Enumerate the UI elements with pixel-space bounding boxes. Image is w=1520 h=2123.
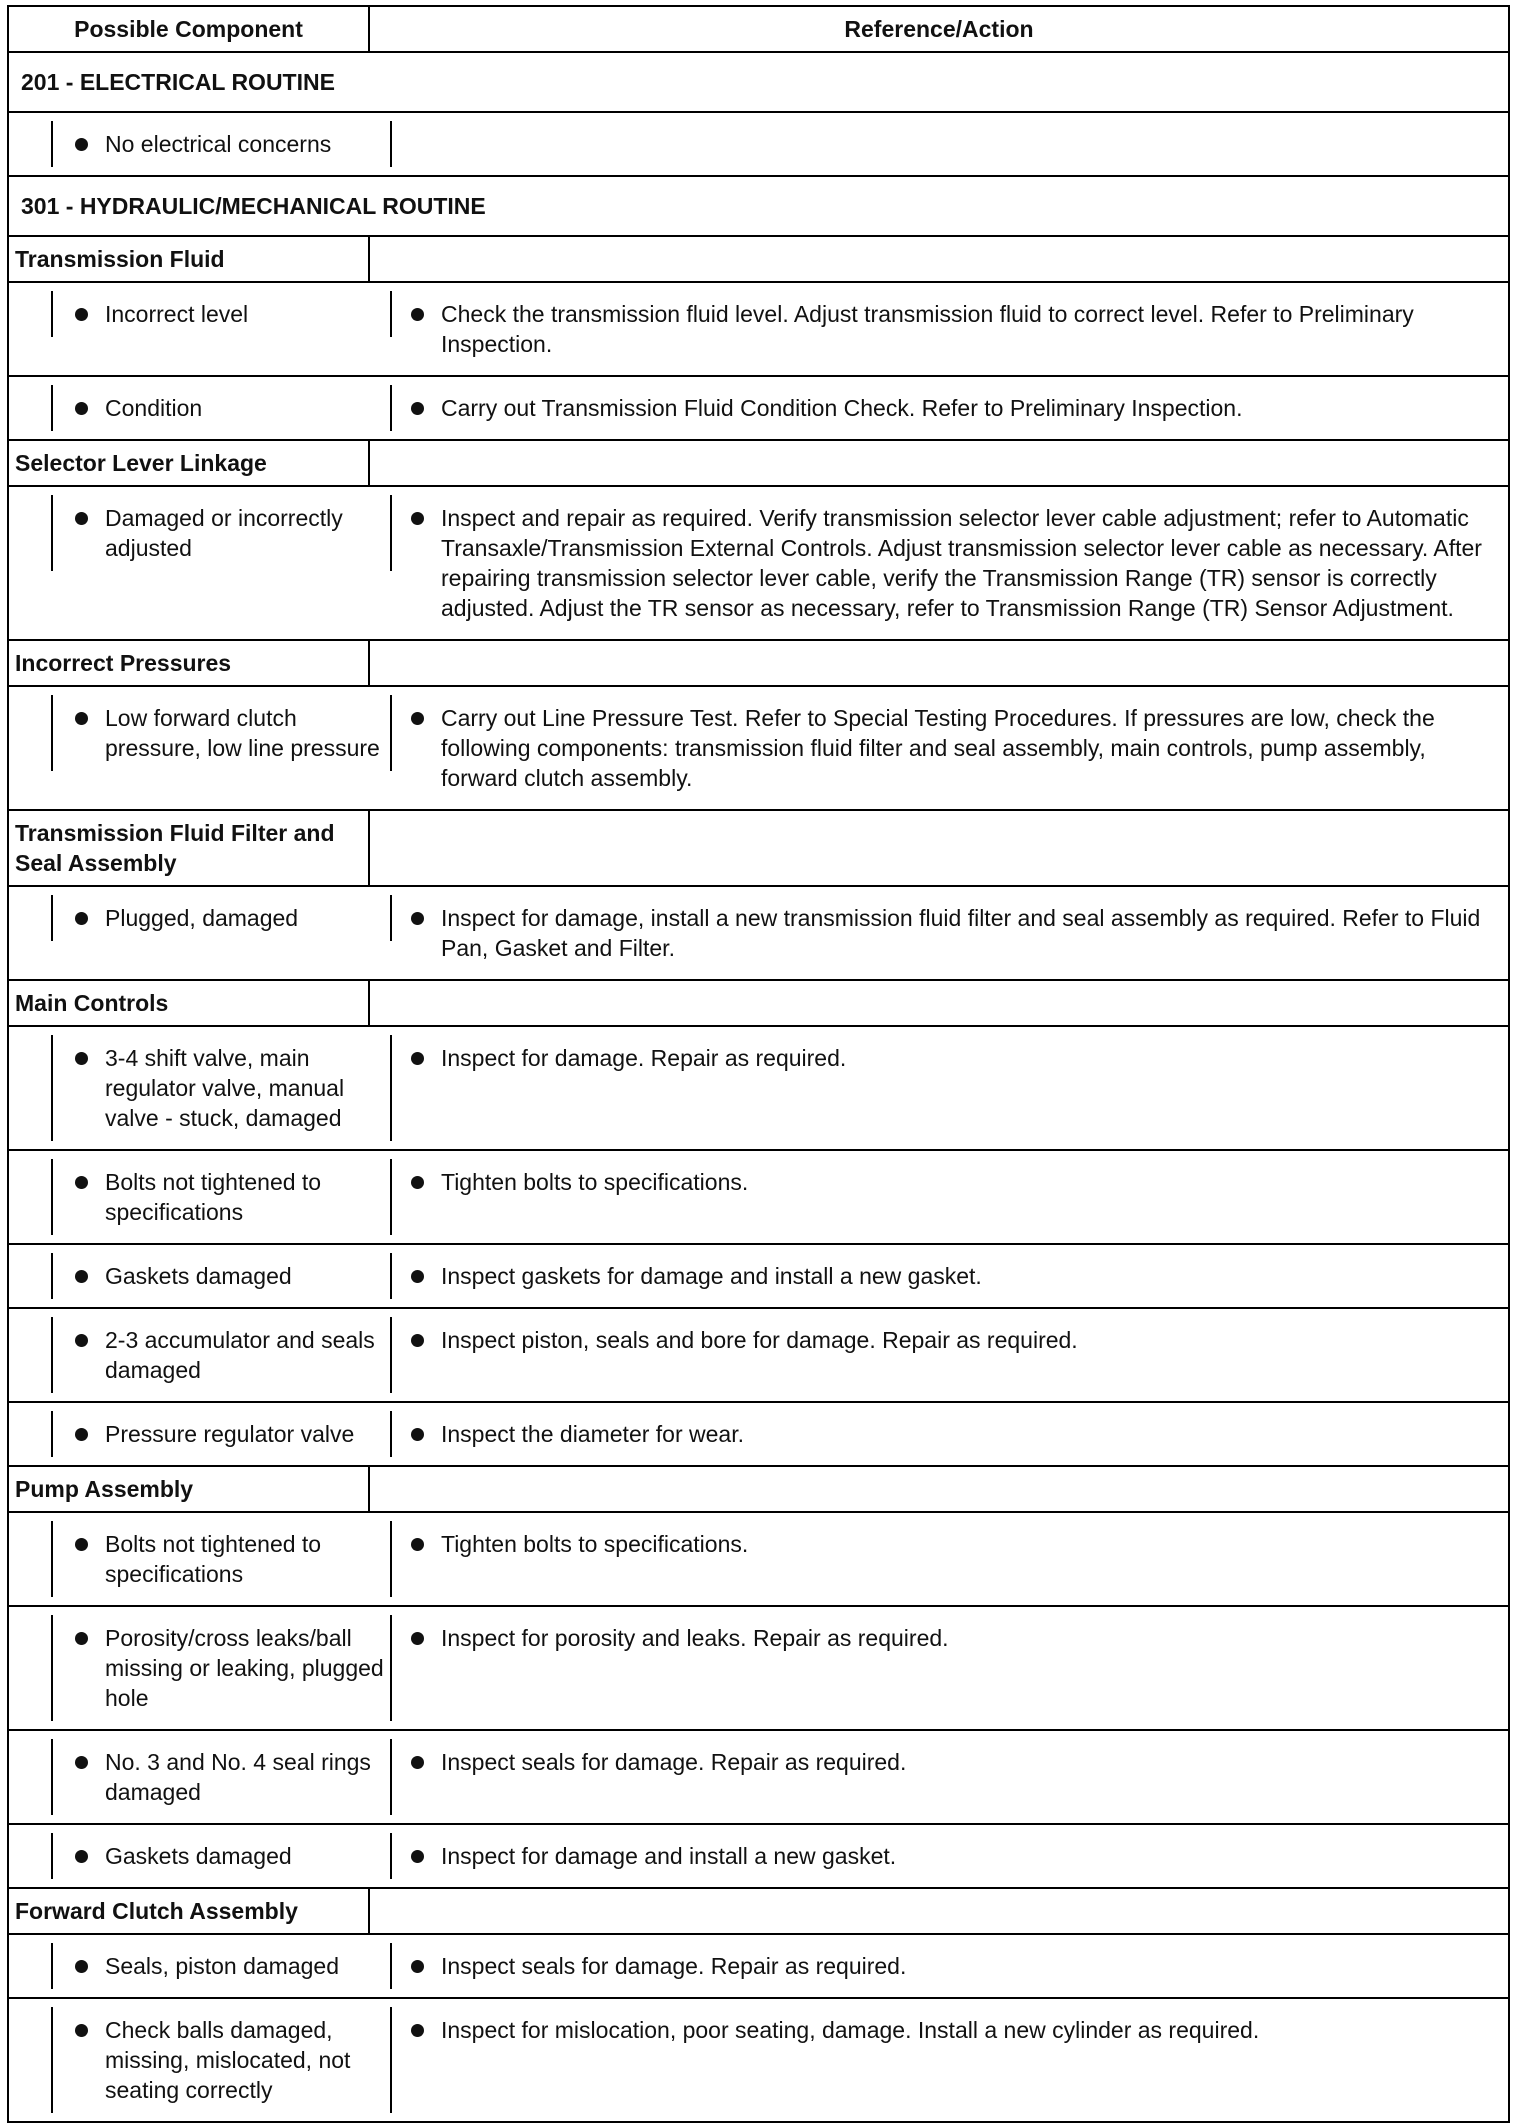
component-cell [31,895,392,941]
component-cell [31,1411,392,1457]
table-row [9,1731,1508,1825]
component-text: Plugged, damaged [105,905,299,931]
empty-action-cell [370,237,1508,281]
component-text: Low forward clutch pressure, low line pressure [105,705,380,761]
component-item [53,695,390,771]
action-text: Inspect piston, seals and bore for damage. Repair as required. [441,1327,1078,1353]
action-text: Carry out Transmission Fluid Condition Check. Refer to Preliminary Inspection. [441,395,1243,421]
component-item [53,1411,390,1457]
section-heading-row [9,53,1508,113]
component-cell [31,695,392,771]
component-group-row [9,811,1508,887]
empty-action-cell [370,1889,1508,1933]
action-text: Inspect seals for damage. Repair as required. [441,1749,907,1775]
table-row [9,887,1508,981]
action-cell [392,121,1502,137]
component-cell [31,291,392,337]
action-text: Inspect for damage. Repair as required. [441,1045,847,1071]
indent-column [31,495,53,571]
component-item [53,495,390,571]
table-row [9,1309,1508,1403]
indent-column [31,1739,53,1815]
component-group-label: Transmission Fluid [9,237,370,281]
component-item [53,1159,390,1235]
component-text: Condition [105,395,203,421]
action-text: Inspect for porosity and leaks. Repair as required. [441,1625,949,1651]
component-item [53,291,390,337]
bullet-icon [411,2024,424,2037]
table-row [9,1027,1508,1151]
component-group-row [9,237,1508,283]
indent-column [31,1943,53,1989]
bullet-icon [411,1538,424,1551]
bullet-icon [75,308,88,321]
action-text: Inspect gaskets for damage and install a new gasket. [441,1263,982,1289]
table-row [9,1151,1508,1245]
action-cell [392,1317,1502,1363]
action-cell [392,1833,1502,1879]
bullet-icon [411,1632,424,1645]
action-text: Tighten bolts to specifications. [441,1169,749,1195]
header-reference-action: Reference/Action [844,16,1034,42]
component-text: Bolts not tightened to specifications [105,1531,322,1587]
table-row [9,283,1508,377]
component-text: Seals, piston damaged [105,1953,339,1979]
bullet-icon [411,912,424,925]
bullet-icon [411,712,424,725]
action-cell [392,495,1502,631]
component-text: Gaskets damaged [105,1263,292,1289]
action-cell [392,1035,1502,1081]
indent-column [31,895,53,941]
action-cell [392,291,1502,367]
component-cell [31,121,392,167]
bullet-icon [411,1052,424,1065]
component-item [53,1317,390,1393]
component-item [53,1943,390,1989]
indent-column [31,1159,53,1235]
component-text: Porosity/cross leaks/ball missing or leaking, plugged hole [105,1625,384,1711]
table-row [9,687,1508,811]
bullet-icon [411,402,424,415]
component-text: Incorrect level [105,301,249,327]
bullet-icon [411,1428,424,1441]
action-cell [392,1411,1502,1457]
component-cell [31,385,392,431]
bullet-icon [75,1270,88,1283]
section-heading: 301 - HYDRAULIC/MECHANICAL ROUTINE [21,193,486,219]
component-cell [31,1035,392,1141]
component-cell [31,1253,392,1299]
component-cell [31,1317,392,1393]
bullet-icon [411,1270,424,1283]
component-cell [31,1159,392,1235]
bullet-icon [411,1960,424,1973]
empty-action-cell [370,811,1508,885]
component-text: 3-4 shift valve, main regulator valve, manual valve - stuck, damaged [105,1045,345,1131]
component-group-row [9,1889,1508,1935]
bullet-icon [75,1538,88,1551]
action-cell [392,1521,1502,1567]
table-row [9,1513,1508,1607]
bullet-icon [75,402,88,415]
bullet-icon [411,1756,424,1769]
bullet-icon [75,712,88,725]
indent-column [31,1521,53,1597]
action-cell [392,2007,1502,2053]
table-row [9,377,1508,441]
indent-column [31,121,53,167]
table-row [9,1403,1508,1467]
bullet-icon [411,1176,424,1189]
action-text: Check the transmission fluid level. Adjust transmission fluid to correct level. Refer to Preliminary Inspection. [441,301,1414,357]
component-text: Check balls damaged, missing, mislocated, not seating correctly [105,2017,351,2103]
bullet-icon [75,1176,88,1189]
action-cell [392,1615,1502,1661]
indent-column [31,1317,53,1393]
action-text: Inspect seals for damage. Repair as required. [441,1953,907,1979]
component-group-label: Forward Clutch Assembly [9,1889,370,1933]
table-row [9,1607,1508,1731]
action-text: Inspect for damage and install a new gasket. [441,1843,897,1869]
action-cell [392,385,1502,431]
component-cell [31,1833,392,1879]
bullet-icon [75,912,88,925]
bullet-icon [411,1334,424,1347]
component-item [53,1521,390,1597]
empty-action-cell [370,981,1508,1025]
component-cell [31,1521,392,1597]
component-text: Damaged or incorrectly adjusted [105,505,343,561]
component-group-row [9,981,1508,1027]
component-item [53,121,390,167]
component-group-row [9,1467,1508,1513]
action-cell [392,1739,1502,1785]
component-cell [31,1615,392,1721]
bullet-icon [75,138,88,151]
action-cell [392,895,1502,971]
action-cell [392,1159,1502,1205]
component-item [53,1615,390,1721]
component-text: Pressure regulator valve [105,1421,355,1447]
section-heading: 201 - ELECTRICAL ROUTINE [21,69,335,95]
component-group-label: Main Controls [9,981,370,1025]
component-item [53,1253,390,1299]
bullet-icon [75,1960,88,1973]
component-text: No. 3 and No. 4 seal rings damaged [105,1749,371,1805]
bullet-icon [75,1334,88,1347]
indent-column [31,1615,53,1721]
bullet-icon [75,1850,88,1863]
component-text: Gaskets damaged [105,1843,292,1869]
component-cell [31,1943,392,1989]
empty-action-cell [370,441,1508,485]
component-cell [31,2007,392,2113]
table-body [9,53,1508,2121]
action-cell [392,1943,1502,1989]
section-heading-row [9,177,1508,237]
bullet-icon [75,512,88,525]
component-group-label: Incorrect Pressures [9,641,370,685]
table-row [9,1825,1508,1889]
indent-column [31,385,53,431]
table-row [9,487,1508,641]
table-row [9,1935,1508,1999]
bullet-icon [75,2024,88,2037]
component-item [53,895,390,941]
component-item [53,1833,390,1879]
action-cell [392,695,1502,801]
indent-column [31,1411,53,1457]
component-cell [31,495,392,571]
action-text: Inspect for damage, install a new transmission fluid filter and seal assembly as required. Refer to Fluid Pan, Gasket and Filter. [441,905,1481,961]
table-row [9,1999,1508,2121]
component-group-row [9,441,1508,487]
action-text: Inspect the diameter for wear. [441,1421,744,1447]
action-text: Carry out Line Pressure Test. Refer to Special Testing Procedures. If pressures are low, check the following components: transmission fluid filter and seal assembly, main controls, pump assembly, forward clutch assembly. [441,705,1435,791]
bullet-icon [75,1052,88,1065]
component-group-row [9,641,1508,687]
component-cell [31,1739,392,1815]
indent-column [31,1833,53,1879]
action-text: Inspect for mislocation, poor seating, damage. Install a new cylinder as required. [441,2017,1260,2043]
bullet-icon [411,1850,424,1863]
component-group-label: Transmission Fluid Filter and Seal Assembly [9,811,370,885]
bullet-icon [411,308,424,321]
indent-column [31,291,53,337]
table-header-row [9,7,1508,53]
component-text: 2-3 accumulator and seals damaged [105,1327,375,1383]
indent-column [31,1253,53,1299]
component-group-label: Selector Lever Linkage [9,441,370,485]
bullet-icon [411,512,424,525]
action-text: Inspect and repair as required. Verify transmission selector lever cable adjustment; refer to Automatic Transaxle/Transmission External Controls. Adjust transmission selector lever cable as necessary. After repairing transmission selector lever cable, verify the Transmission Range (TR) sensor is correctly adjusted. Adjust the TR sensor as necessary, refer to Transmission Range (TR) Sensor Adjustment. [441,505,1482,621]
header-possible-component: Possible Component [9,7,370,51]
component-text: No electrical concerns [105,131,332,157]
indent-column [31,695,53,771]
indent-column [31,1035,53,1141]
diagnostic-table [7,5,1510,2123]
component-item [53,2007,390,2113]
component-item [53,385,390,431]
table-row [9,1245,1508,1309]
component-text: Bolts not tightened to specifications [105,1169,322,1225]
table-row [9,113,1508,177]
component-item [53,1739,390,1815]
indent-column [31,2007,53,2113]
empty-action-cell [370,641,1508,685]
component-group-label: Pump Assembly [9,1467,370,1511]
bullet-icon [75,1428,88,1441]
empty-action-cell [370,1467,1508,1511]
bullet-icon [75,1632,88,1645]
bullet-icon [75,1756,88,1769]
component-item [53,1035,390,1141]
action-text: Tighten bolts to specifications. [441,1531,749,1557]
action-cell [392,1253,1502,1299]
